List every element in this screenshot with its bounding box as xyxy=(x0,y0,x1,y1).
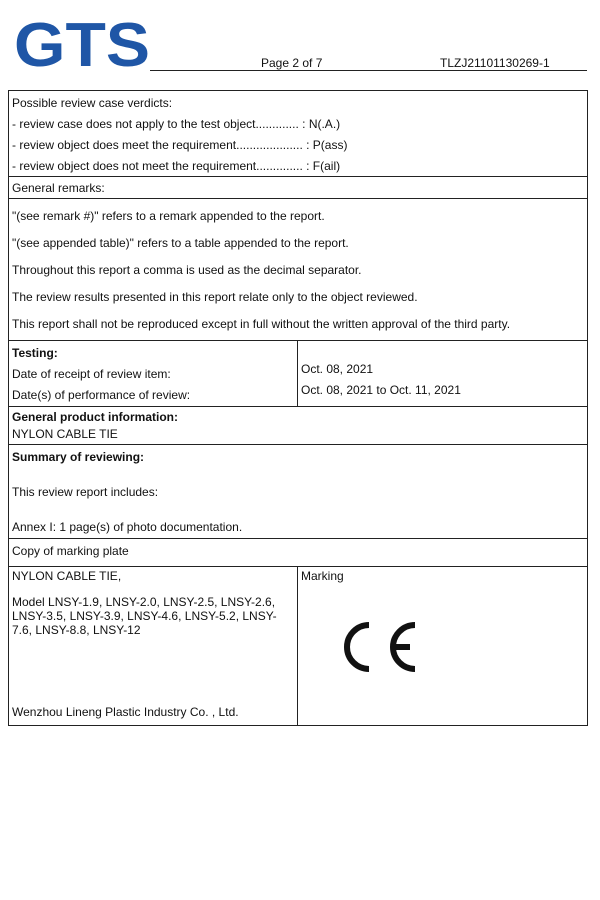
logo-text: GTS xyxy=(14,18,150,70)
remark-item: "(see remark #)" refers to a remark appended to the report. xyxy=(12,209,325,223)
verdict-pass: - review object does meet the requirement.................... : P(ass) xyxy=(12,138,348,152)
report-table xyxy=(8,90,588,726)
marking-label: Marking xyxy=(301,569,344,583)
summary-title: Summary of reviewing: xyxy=(12,450,145,464)
verdict-na: - review case does not apply to the test object............. : N(.A.) xyxy=(12,117,341,131)
marking-models: Model LNSY-1.9, LNSY-2.0, LNSY-2.5, LNSY-2.6, LNSY-3.5, LNSY-3.9, LNSY-4.6, LNSY-5.2, LNSY-7.6, LNSY-8.8, LNSY-12 xyxy=(12,595,277,637)
summary-includes: This review report includes: xyxy=(12,485,159,499)
testing-section xyxy=(9,341,587,407)
verdict-fail: - review object does not meet the requirement.............. : F(ail) xyxy=(12,159,341,173)
receipt-label: Date of receipt of review item: xyxy=(12,367,171,381)
performance-value: Oct. 08, 2021 to Oct. 11, 2021 xyxy=(301,383,461,397)
gts-logo xyxy=(14,18,150,70)
header-rule xyxy=(150,70,587,71)
product-section xyxy=(9,407,587,445)
remarks-title: General remarks: xyxy=(12,181,105,195)
marking-product: NYLON CABLE TIE, xyxy=(12,569,122,583)
remark-item: Throughout this report a comma is used as the decimal separator. xyxy=(12,263,362,277)
marking-plate xyxy=(9,567,587,725)
product-title: General product information: xyxy=(12,410,179,424)
receipt-value: Oct. 08, 2021 xyxy=(301,362,374,376)
marking-symbol-cell xyxy=(298,567,587,725)
marking-text xyxy=(9,567,298,725)
marking-title: Copy of marking plate xyxy=(12,544,129,558)
verdicts-section xyxy=(9,91,587,177)
product-name: NYLON CABLE TIE xyxy=(12,427,118,441)
remarks-title-row xyxy=(9,177,587,199)
testing-values xyxy=(298,341,587,406)
report-id: TLZJ21101130269-1 xyxy=(440,56,550,70)
testing-labels xyxy=(9,341,298,406)
marking-title-row xyxy=(9,539,587,567)
remarks-section xyxy=(9,199,587,341)
summary-section xyxy=(9,445,587,539)
performance-label: Date(s) of performance of review: xyxy=(12,388,191,402)
marking-manufacturer: Wenzhou Lineng Plastic Industry Co. , Ltd. xyxy=(12,705,239,719)
verdicts-title: Possible review case verdicts: xyxy=(12,96,173,110)
remark-item: This report shall not be reproduced except in full without the written approval of the third party. xyxy=(12,317,511,331)
remark-item: The review results presented in this report relate only to the object reviewed. xyxy=(12,290,418,304)
testing-title: Testing: xyxy=(12,346,58,360)
ce-mark-icon xyxy=(336,619,420,675)
summary-annex: Annex I: 1 page(s) of photo documentation. xyxy=(12,520,243,534)
page-number: Page 2 of 7 xyxy=(261,56,323,70)
remark-item: "(see appended table)" refers to a table appended to the report. xyxy=(12,236,349,250)
